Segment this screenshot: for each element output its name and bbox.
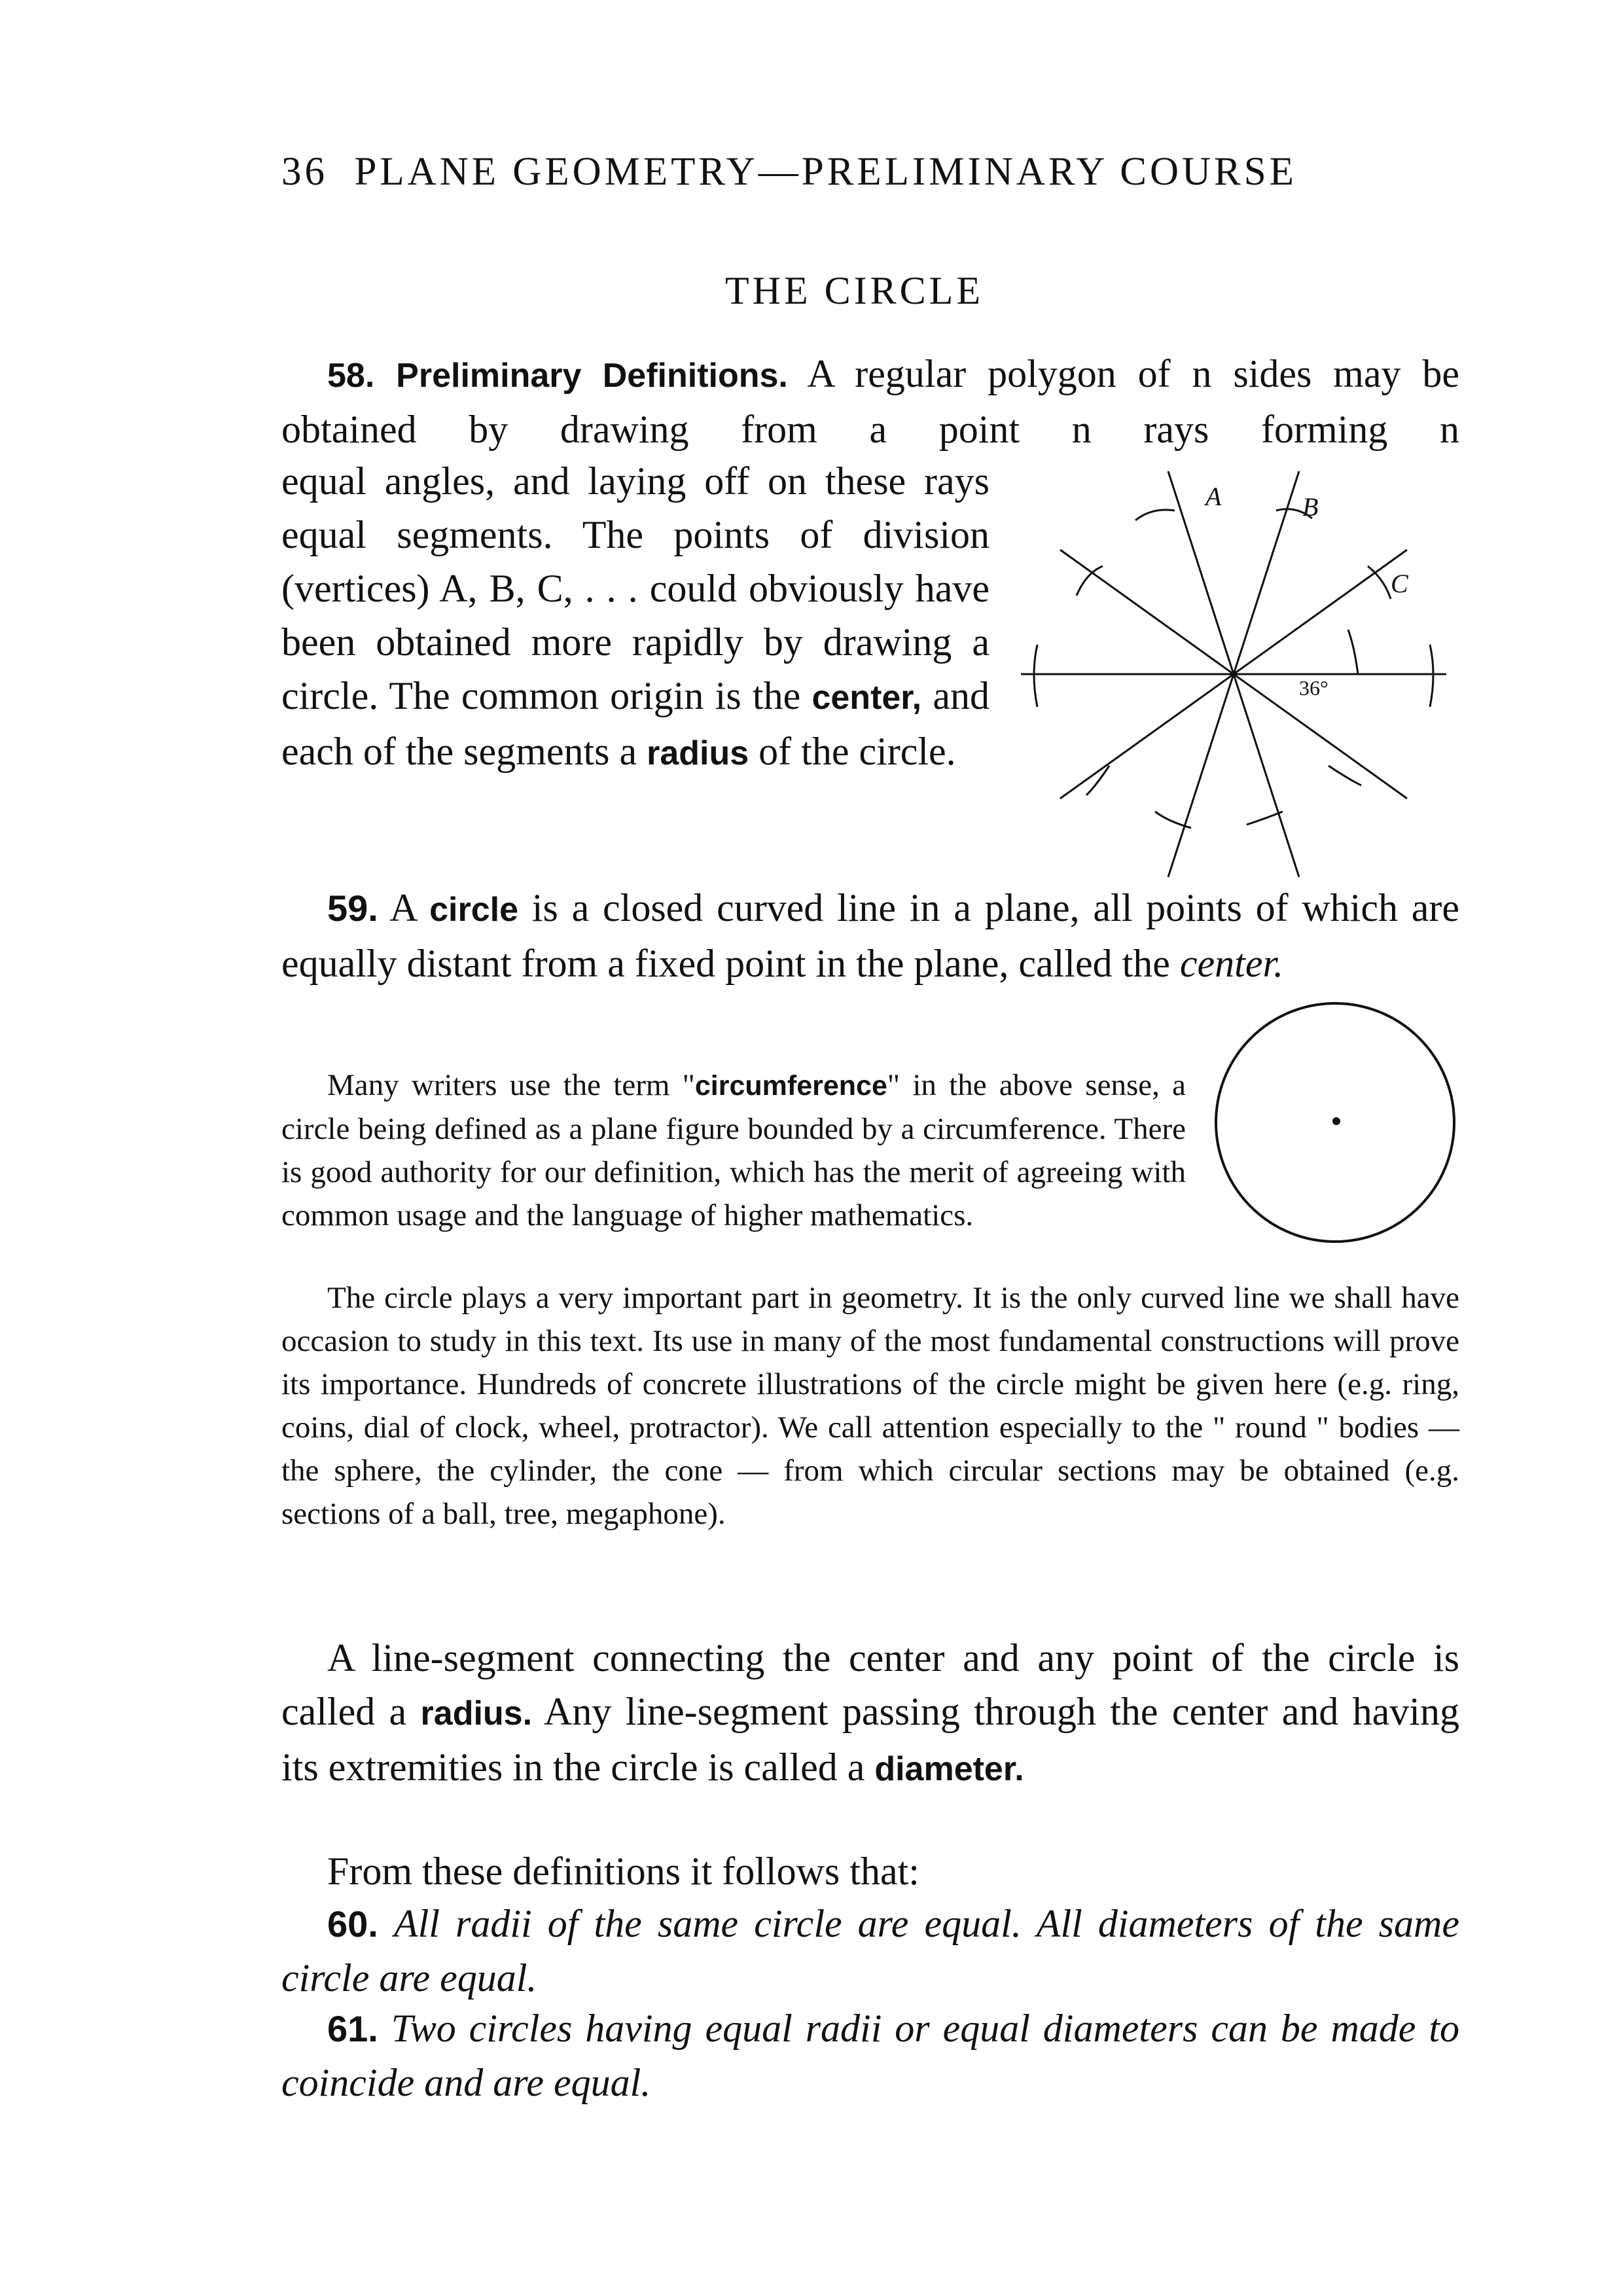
angle-label: 36° <box>1299 676 1329 700</box>
angle-arc <box>1348 630 1358 674</box>
circle-figure <box>1211 998 1459 1247</box>
tick-e <box>1430 645 1433 707</box>
center-term: center, <box>812 679 922 717</box>
sec59-text-a: A <box>389 886 416 929</box>
vertex-label-b: B <box>1302 492 1319 522</box>
radius-def-radius-term: radius. <box>420 1695 533 1732</box>
circumference-term: circumference <box>694 1070 887 1102</box>
radius-term: radius <box>647 734 749 772</box>
tick-f <box>1034 645 1037 707</box>
circle-term: circle <box>429 891 519 929</box>
section-title: THE CIRCLE <box>725 269 984 312</box>
tick-c <box>1368 566 1391 599</box>
tick-a <box>1135 510 1175 520</box>
tick-h <box>1329 766 1361 785</box>
sec58-number: 58. <box>327 357 375 395</box>
follows-text: From these definitions it follows that: <box>327 1850 919 1893</box>
circle-center-dot <box>1332 1117 1340 1125</box>
sec60-text: All radii of the same circle are equal. All diameters of the same circle are equal. <box>281 1902 1459 2000</box>
sec58-wrap-text: equal angles, and laying off on these rays equal segments. The points of division (vertices) A, B, C, . . . could obviously have been obtained more rapidly by drawing a circle. The common origin is the <box>281 459 990 717</box>
vertex-label-c: C <box>1391 569 1408 598</box>
sec58-mid-text: and each of the segments a <box>281 674 990 773</box>
diameter-term: diameter. <box>874 1750 1024 1788</box>
running-head <box>281 149 1459 195</box>
note-circumference <box>281 1064 1186 1237</box>
rays-figure <box>1021 458 1479 890</box>
radius-def-text-a: A line-segment connecting the center and any point of the circle is called a <box>281 1636 1459 1733</box>
sec59-center-term: center. <box>1179 942 1284 985</box>
sec59-text-b: is a closed curved line in a plane, all points of which are equally distant from a fixed point in the plane, called the <box>281 886 1460 985</box>
radius-def-text-b: Any line-segment passing through the center and having its extremities in the circle is called a <box>281 1690 1459 1789</box>
sec60 <box>281 1897 1459 2005</box>
sec58-heading: Preliminary Definitions. <box>396 357 788 395</box>
sec58-lead-text: A regular polygon of n sides may be obtained by drawing from a point n rays forming n <box>281 352 1459 451</box>
sec61-number: 61. <box>327 2008 378 2049</box>
note2-text: The circle plays a very important part in geometry. It is the only curved line we shall have occasion to study in this text. Its use in many of the most fundamental constructions will prove its importance. Hundreds of concrete illustrations of the circle might be given here (e.g. ring, coins, dial of clock, wheel, protractor). We call attention especially to the " round " bodies — the sphere, the cylinder, the cone — from which circular sections may be obtained (e.g. sections of a ball, tree, megaphone). <box>281 1281 1459 1531</box>
page-number: 36 <box>281 150 328 194</box>
sec60-number: 60. <box>327 1903 378 1945</box>
running-title: PLANE GEOMETRY—PRELIMINARY COURSE <box>354 150 1297 194</box>
follows-line <box>281 1844 1459 1898</box>
note-importance <box>281 1276 1459 1535</box>
sec61-text: Two circles having equal radii or equal diameters can be made to coincide and are equal. <box>281 2007 1459 2104</box>
sec58-wrap <box>281 454 990 780</box>
sec58-end-text: of the circle. <box>758 730 956 773</box>
sec61 <box>281 2001 1459 2109</box>
sec59-full <box>281 881 1459 990</box>
tick-i <box>1086 766 1109 795</box>
tick-j <box>1247 812 1283 825</box>
radius-definition <box>281 1631 1459 1796</box>
sec58-lead <box>281 347 1459 456</box>
sec59-number: 59. <box>327 888 378 929</box>
note1-text-a: Many writers use the term " <box>327 1068 695 1102</box>
note1-text-b: " in the above sense, a circle being defined as a plane figure bounded by a circumference. There is good authority for our definition, which has the merit of agreeing with common usage and the language of higher mathematics. <box>281 1068 1186 1232</box>
vertex-label-a: A <box>1205 482 1222 511</box>
